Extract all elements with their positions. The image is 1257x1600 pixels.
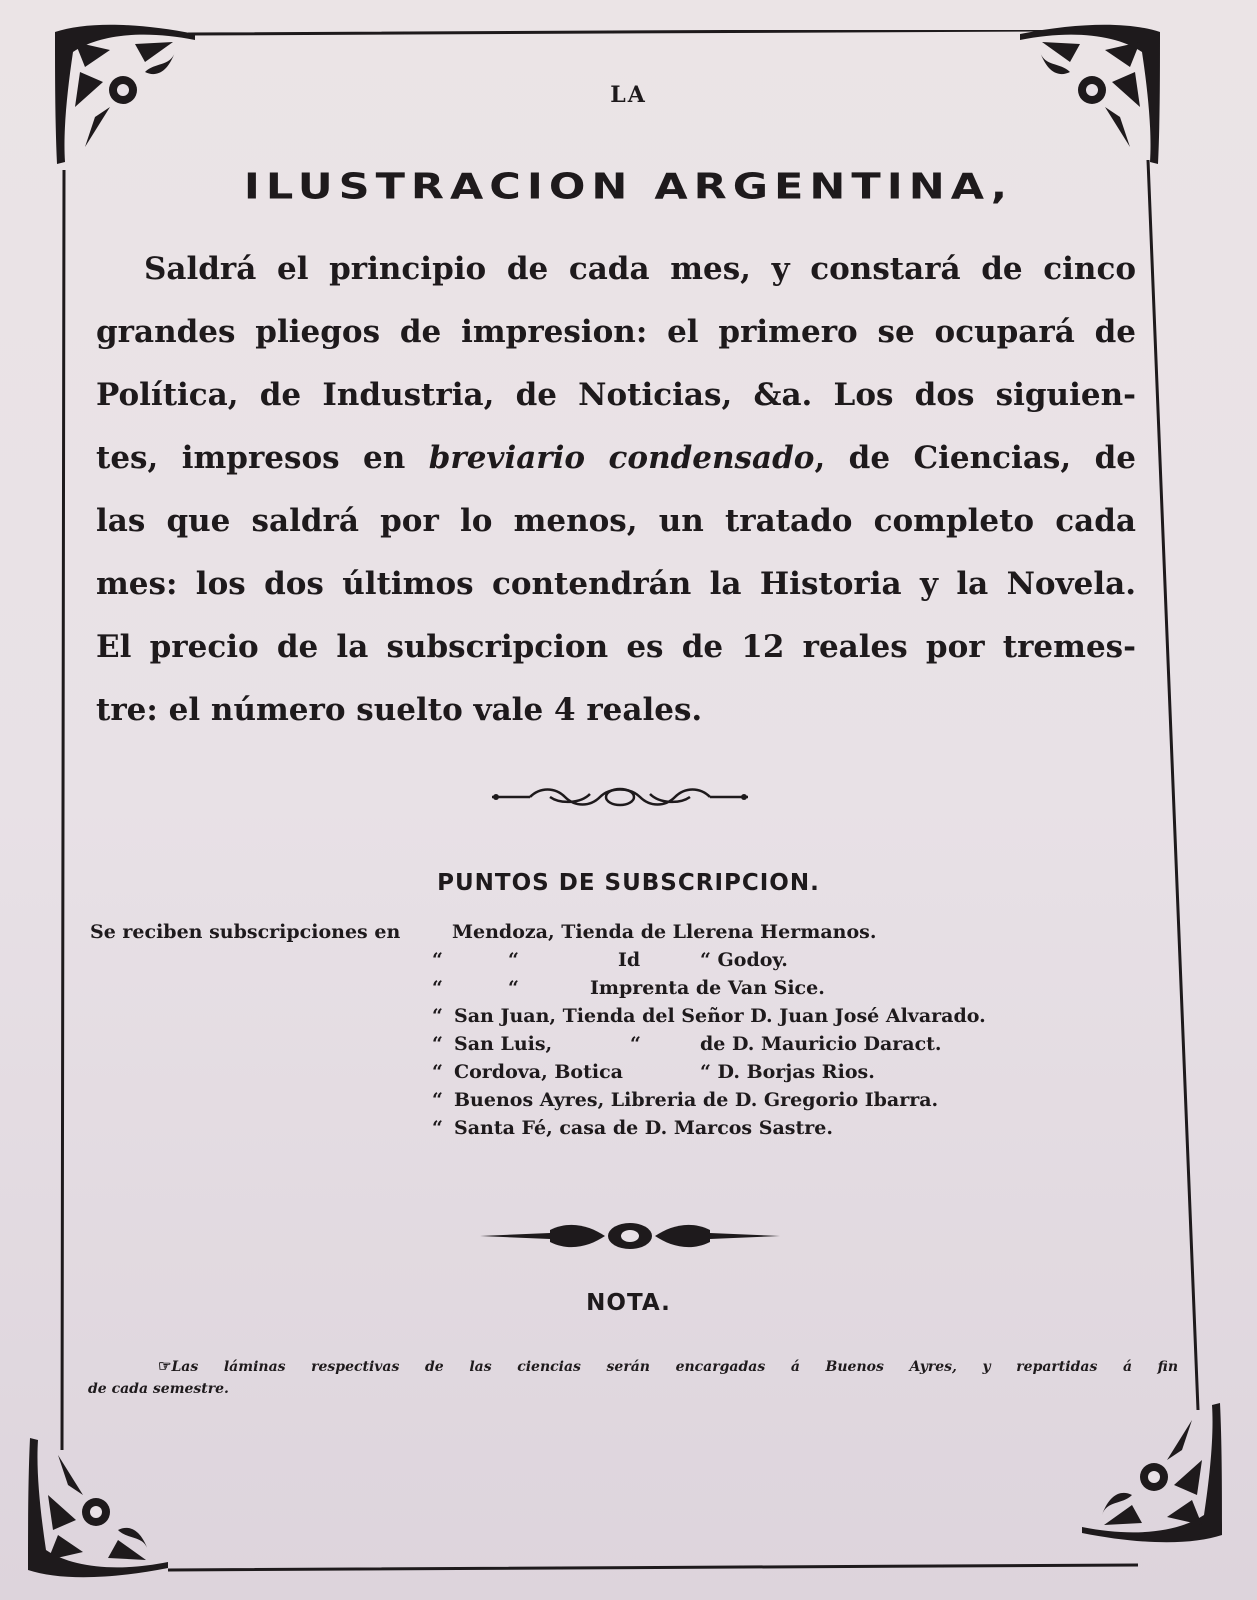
subscription-entry: “ Godoy. bbox=[700, 949, 788, 971]
announcement-italic: breviario condensado bbox=[428, 440, 815, 476]
announcement-paragraph bbox=[96, 238, 1136, 742]
subscription-entry: Id bbox=[618, 949, 641, 971]
announcement-text: , de Ciencias, de bbox=[814, 440, 1136, 476]
ditto-mark: “ bbox=[630, 1033, 641, 1055]
ditto-mark: “ bbox=[508, 977, 519, 999]
subscription-list bbox=[90, 918, 1130, 1142]
header-article: LA bbox=[610, 82, 647, 108]
subscription-lead: Se reciben subscripciones en bbox=[90, 921, 401, 943]
nota-line bbox=[88, 1355, 1178, 1378]
subscription-heading: PUNTOS DE SUBSCRIPCION. bbox=[437, 870, 820, 896]
pointing-hand-icon: ☞ bbox=[158, 1357, 172, 1375]
ditto-mark: “ bbox=[432, 1033, 443, 1055]
ditto-mark: “ bbox=[432, 1005, 443, 1027]
announcement-line: Política, de Industria, de Noticias, &a. Los dos siguien- bbox=[96, 377, 1136, 413]
list-item bbox=[90, 918, 1130, 946]
masthead-title: ILUSTRACION ARGENTINA, bbox=[243, 166, 1014, 208]
list-item bbox=[90, 1002, 1130, 1030]
subscription-entry: Buenos Ayres, Libreria de D. Gregorio Ibarra. bbox=[454, 1089, 939, 1111]
subscription-entry: Mendoza, Tienda de Llerena Hermanos. bbox=[452, 921, 877, 943]
list-item bbox=[90, 1114, 1130, 1142]
announcement-line: las que saldrá por lo menos, un tratado completo cada bbox=[96, 503, 1136, 539]
list-item bbox=[90, 974, 1130, 1002]
subscription-entry: “ D. Borjas Rios. bbox=[700, 1061, 875, 1083]
corner-ornament-bottom-right bbox=[1072, 1395, 1222, 1545]
ditto-mark: “ bbox=[432, 1089, 443, 1111]
list-item bbox=[90, 1058, 1130, 1086]
ditto-mark: “ bbox=[432, 1117, 443, 1139]
announcement-line: El precio de la subscripcion es de 12 reales por tremes- bbox=[96, 629, 1136, 665]
announcement-line: mes: los dos últimos contendrán la Historia y la Novela. bbox=[96, 566, 1136, 602]
subscription-entry: Santa Fé, casa de D. Marcos Sastre. bbox=[454, 1117, 833, 1139]
subscription-entry: de D. Mauricio Daract. bbox=[700, 1033, 942, 1055]
announcement-line: grandes pliegos de impresion: el primero se ocupará de bbox=[96, 314, 1136, 350]
list-item bbox=[90, 1086, 1130, 1114]
ditto-mark: “ bbox=[432, 949, 443, 971]
ornament-divider bbox=[490, 782, 750, 812]
announcement-line: Saldrá el principio de cada mes, y constará de cinco bbox=[144, 251, 1136, 287]
ditto-mark: “ bbox=[432, 1061, 443, 1083]
announcement-line bbox=[96, 427, 1136, 490]
nota-heading: NOTA. bbox=[586, 1290, 671, 1316]
nota-line-text: Las láminas respectivas de las ciencias serán encargadas á Buenos Ayres, y repartidas á fin bbox=[171, 1359, 1178, 1375]
corner-ornament-bottom-left bbox=[28, 1430, 178, 1580]
nota-line: de cada semestre. bbox=[88, 1381, 229, 1397]
subscription-entry: Cordova, Botica bbox=[454, 1061, 623, 1083]
subscription-entry: Imprenta de Van Sice. bbox=[590, 977, 825, 999]
list-item bbox=[90, 946, 1130, 974]
subscription-entry: San Luis, bbox=[454, 1033, 553, 1055]
announcement-text: tes, impresos en bbox=[96, 440, 429, 476]
nota-text bbox=[88, 1355, 1178, 1400]
list-item bbox=[90, 1030, 1130, 1058]
ditto-mark: “ bbox=[432, 977, 443, 999]
announcement-line: tre: el número suelto vale 4 reales. bbox=[96, 692, 703, 728]
ditto-mark: “ bbox=[508, 949, 519, 971]
subscription-entry: San Juan, Tienda del Señor D. Juan José Alvarado. bbox=[454, 1005, 986, 1027]
ornament-divider bbox=[480, 1218, 780, 1254]
